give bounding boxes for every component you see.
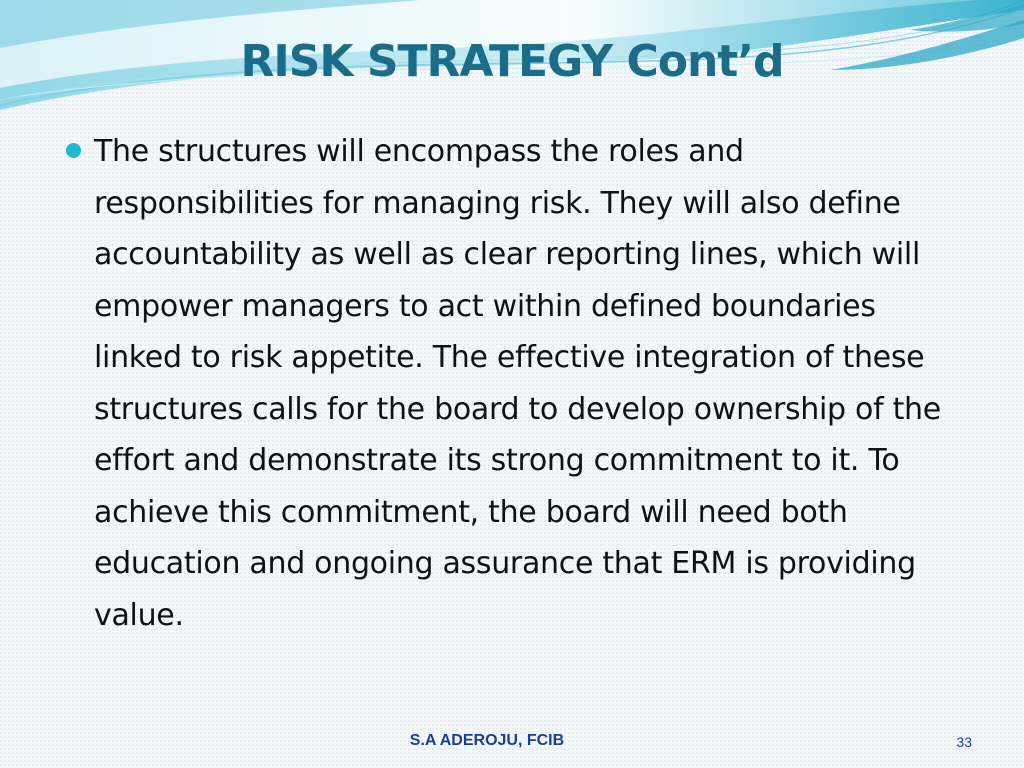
footer-author: S.A ADEROJU, FCIB bbox=[409, 732, 565, 749]
bullet-list bbox=[62, 126, 962, 641]
bullet-item bbox=[62, 126, 962, 641]
bullet-text: The structures will encompass the roles and responsibilities for managing risk. They will also define accountability as well as clear reporting lines, which will empower managers to act within defined boundaries linked to risk appetite. The effective integration of these structures calls for the board to develop ownership of the effort and demonstrate its strong commitment to it. To achieve this commitment, the board will need both education and ongoing assurance that ERM is providing value. bbox=[94, 134, 941, 633]
page-number: 33 bbox=[956, 734, 972, 750]
bullet-dot-icon bbox=[66, 143, 81, 158]
slide-title: RISK STRATEGY Cont’d bbox=[240, 36, 784, 87]
